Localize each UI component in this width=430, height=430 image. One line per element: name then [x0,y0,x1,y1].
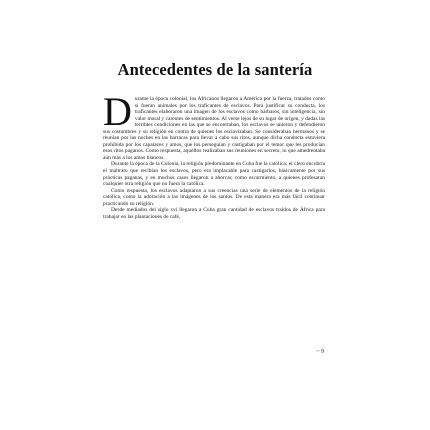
drop-cap: D [103,89,132,134]
paragraph-4: Desde mediados del siglo xvi llegaron a Cuba gran cantidad de esclavos traídos de África para trabajar en las plantaciones de café, [103,207,325,220]
paragraph-1 [103,89,325,161]
body-text [103,89,325,220]
paragraph-3: Como respuesta, los esclavos adaptaron a sus creencias una serie de elementos de la religión católica, como la adoración a las imágenes de los santos. De esta manera era más fácil continuar practicando su religión. [103,187,325,207]
paragraph-2: Durante la época de la Colonia, la religión predominante en Cuba fue la católica; el clero encubría el maltrato que recibían los esclavos, pero era implacable para castigarlos, básicamente por sus prácticas paganas, y en muchos casos llegaron a ahorcar, como escarmiento, a quienes profesaran cualquier otra religión que no fuera la católica. [103,161,325,188]
paragraph-1-text: urante la época colonial, los Africanos llegaron a América por la fuerza, tratados como si fueran animales por los traficantes de esclavos. Para justificar su conducta, los traficantes elaboraron una imagen de los esclavos como bárbaros, sin inteligencia, sin valor moral y carentes de sentimientos. Al verse lejos de su lugar de origen, y dadas las terribles condiciones en las que se encontraban, los esclavos se unieron y defendieron sus costumbres y su religión en contra de quienes los esclavizaban. Se consideraban hermanos y se reunían por las noches en las barracas para llevar a cabo sus ritos, aunque dicha conducta estuviera prohibida por los capataces y amos, que los perseguían y castigaban por el temor que les producían esos ritos paganos. Como respuesta, aquéllos realizaban sus reuniones en secreto, lo que amedrentaba aún más a los amos blancos. [103,96,325,161]
page-number: ~ 9 [316,349,324,355]
page-number-value: 9 [321,349,324,355]
chapter-heading: Antecedentes de la santería [117,60,313,79]
